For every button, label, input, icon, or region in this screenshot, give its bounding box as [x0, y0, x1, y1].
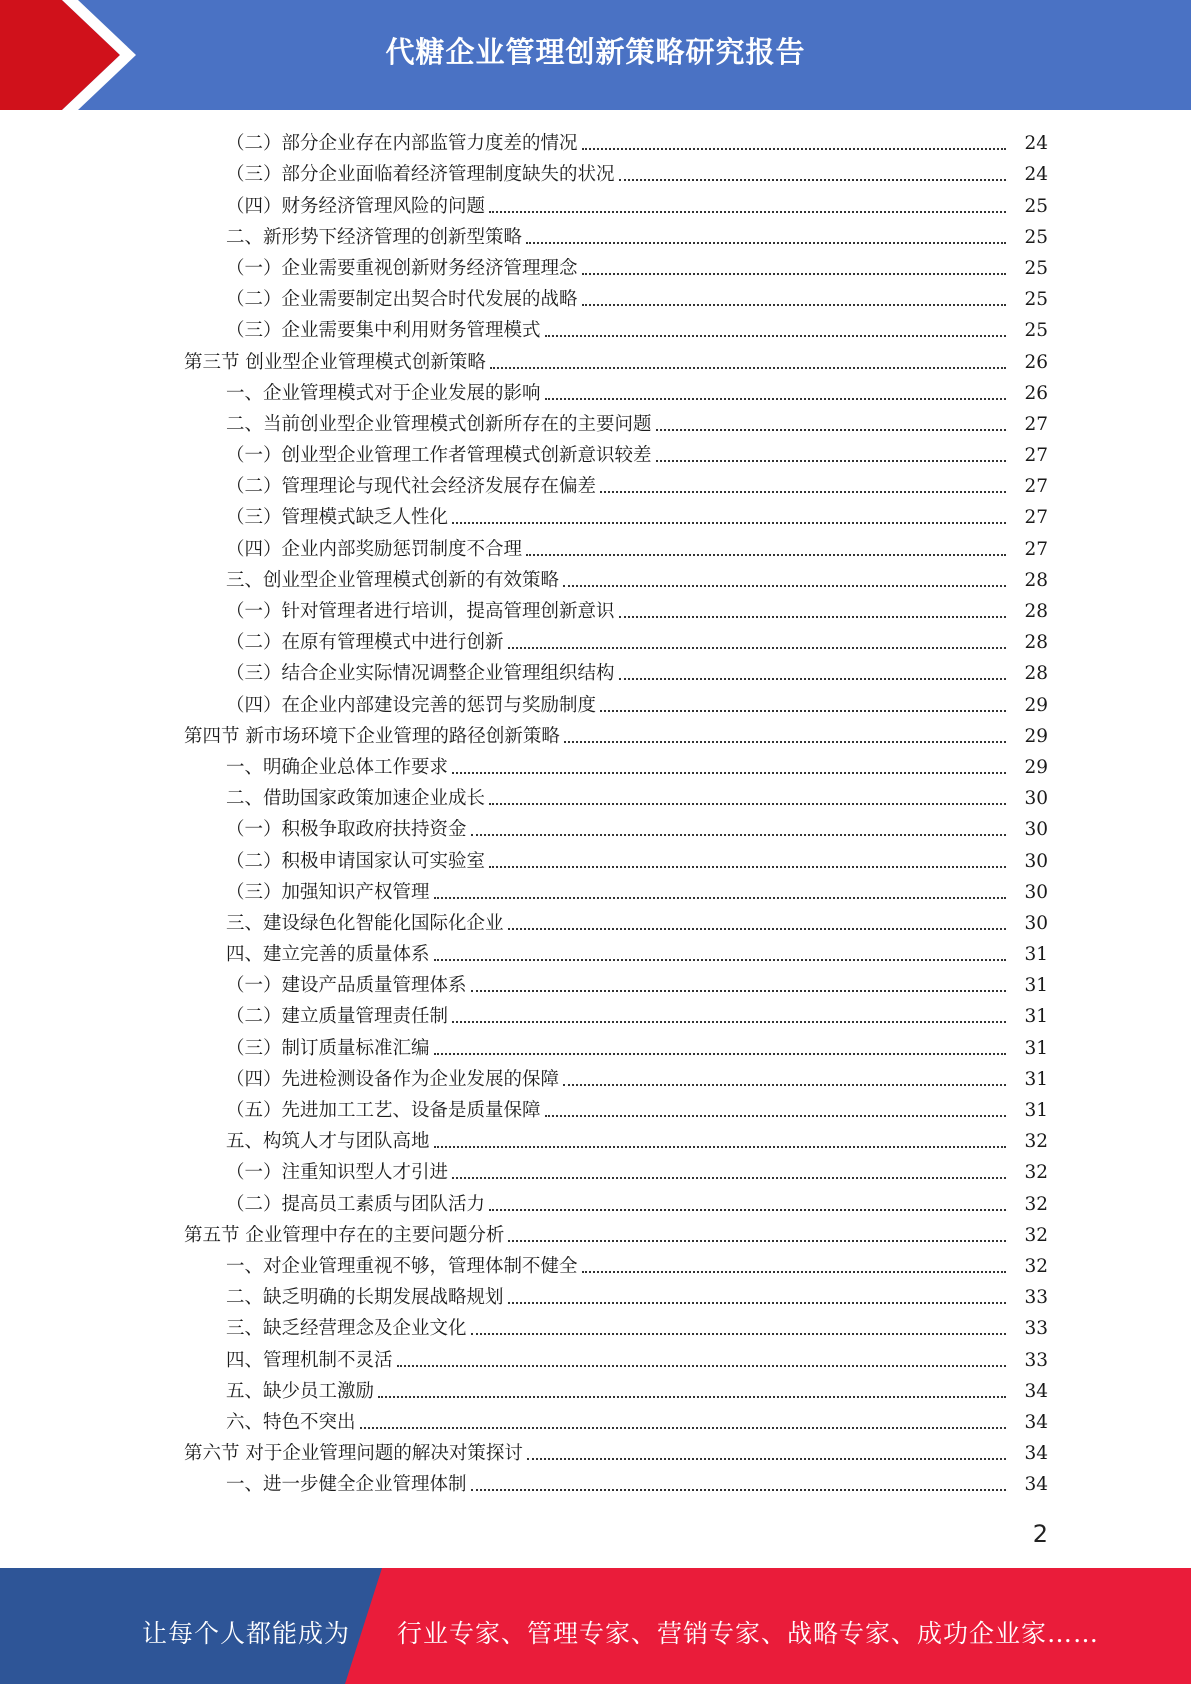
toc-entry[interactable]: [0, 222, 1191, 253]
toc-entry[interactable]: [0, 658, 1191, 689]
toc-entry[interactable]: [0, 596, 1191, 627]
toc-entry-page: 29: [1024, 725, 1048, 747]
toc-entry[interactable]: [0, 689, 1191, 720]
toc-entry-page: 26: [1024, 351, 1048, 373]
toc-entry-title: 二、新形势下经济管理的创新型策略: [226, 226, 523, 248]
toc-entry-page: 32: [1024, 1255, 1048, 1277]
toc-entry-title: （四）企业内部奖励惩罚制度不合理: [226, 538, 523, 560]
toc-dot-leader: [619, 616, 1006, 618]
toc-entry-page: 31: [1024, 1100, 1048, 1121]
toc-entry-page: 28: [1024, 601, 1048, 622]
footer-slogan-left: 让每个人都能成为: [142, 1619, 351, 1648]
toc-entry-page: 30: [1024, 850, 1048, 872]
toc-entry[interactable]: [0, 627, 1191, 658]
toc-dot-leader: [526, 554, 1006, 556]
toc-dot-leader: [452, 522, 1006, 524]
toc-dot-leader: [434, 1146, 1006, 1148]
toc-dot-leader: [471, 990, 1006, 992]
toc-entry[interactable]: [0, 1126, 1191, 1157]
toc-entry[interactable]: [0, 908, 1191, 939]
toc-entry-page: 28: [1024, 663, 1048, 685]
toc-entry[interactable]: [0, 533, 1191, 564]
toc-entry-title: （一）创业型企业管理工作者管理模式创新意识较差: [226, 445, 652, 467]
toc-entry[interactable]: [0, 877, 1191, 908]
toc-entry-page: 26: [1024, 382, 1048, 404]
toc-entry-page: 32: [1024, 1224, 1048, 1246]
toc-entry[interactable]: [0, 1157, 1191, 1188]
toc-dot-leader: [378, 1396, 1006, 1398]
toc-entry-title: 二、借助国家政策加速企业成长: [226, 788, 486, 810]
toc-dot-leader: [600, 491, 1006, 493]
toc-dot-leader: [508, 647, 1006, 649]
toc-entry[interactable]: [0, 1095, 1191, 1126]
toc-dot-leader: [526, 242, 1006, 244]
toc-entry-page: 32: [1024, 1162, 1048, 1184]
toc-entry-page: 33: [1024, 1318, 1048, 1340]
toc-dot-leader: [471, 1333, 1006, 1335]
page-header: [0, 0, 1191, 110]
toc-entry[interactable]: [0, 939, 1191, 970]
footer-slogan-right: 行业专家、管理专家、营销专家、战略专家、成功企业家……: [397, 1619, 1100, 1648]
toc-entry-title: 五、缺少员工激励: [226, 1380, 375, 1402]
toc-entry-title: （二）在原有管理模式中进行创新: [226, 632, 504, 654]
toc-entry-page: 27: [1024, 476, 1048, 498]
toc-entry-page: 31: [1024, 1068, 1048, 1090]
toc-dot-leader: [582, 304, 1006, 306]
toc-entry-page: 31: [1024, 944, 1048, 966]
toc-entry-page: 28: [1024, 632, 1048, 654]
toc-entry-title: （二）部分企业存在内部监管力度差的情况: [226, 133, 578, 155]
toc-entry-page: 29: [1024, 694, 1048, 716]
toc-entry-title: （一）积极争取政府扶持资金: [226, 819, 467, 841]
toc-entry-page: 24: [1024, 164, 1048, 186]
toc-entry-title: 三、缺乏经营理念及企业文化: [226, 1318, 467, 1340]
toc-dot-leader: [564, 741, 1006, 743]
toc-dot-leader: [452, 1021, 1006, 1023]
toc-entry-title: （二）管理理论与现代社会经济发展存在偏差: [226, 476, 597, 498]
toc-entry[interactable]: [0, 565, 1191, 596]
toc-entry[interactable]: [0, 970, 1191, 1001]
toc-entry[interactable]: [0, 1001, 1191, 1032]
toc-entry-title: （五）先进加工工艺、设备是质量保障: [226, 1100, 541, 1121]
toc-entry[interactable]: [0, 190, 1191, 221]
toc-entry-title: 六、特色不突出: [226, 1411, 356, 1433]
toc-entry-page: 30: [1024, 881, 1048, 903]
toc-entry-page: 25: [1024, 289, 1048, 311]
toc-entry-page: 33: [1024, 1287, 1048, 1309]
toc-entry-title: （四）在企业内部建设完善的惩罚与奖励制度: [226, 694, 597, 716]
table-of-contents: [0, 128, 1191, 1500]
toc-entry-title: （一）企业需要重视创新财务经济管理理念: [226, 257, 578, 279]
toc-entry-page: 32: [1024, 1193, 1048, 1215]
toc-dot-leader: [360, 1427, 1006, 1429]
toc-entry[interactable]: [0, 409, 1191, 440]
toc-dot-leader: [452, 772, 1006, 774]
toc-dot-leader: [490, 367, 1006, 369]
toc-entry-page: 25: [1024, 226, 1048, 248]
toc-entry-title: （二）建立质量管理责任制: [226, 1006, 449, 1028]
toc-entry-title: 第五节 企业管理中存在的主要问题分析: [184, 1224, 505, 1246]
toc-entry-page: 33: [1024, 1349, 1048, 1371]
toc-entry-title: 第六节 对于企业管理问题的解决对策探讨: [184, 1443, 523, 1465]
toc-entry-title: 四、建立完善的质量体系: [226, 944, 430, 966]
toc-entry-page: 25: [1024, 257, 1048, 279]
toc-entry[interactable]: [0, 346, 1191, 377]
toc-entry-page: 27: [1024, 507, 1048, 529]
toc-entry-title: （一）建设产品质量管理体系: [226, 975, 467, 997]
toc-entry[interactable]: [0, 159, 1191, 190]
toc-entry[interactable]: [0, 783, 1191, 814]
toc-dot-leader: [434, 959, 1006, 961]
toc-entry[interactable]: [0, 1188, 1191, 1219]
toc-entry-page: 27: [1024, 445, 1048, 467]
toc-entry-page: 34: [1024, 1411, 1048, 1433]
toc-dot-leader: [452, 1177, 1006, 1179]
toc-entry-title: 三、创业型企业管理模式创新的有效策略: [226, 569, 560, 591]
toc-entry-page: 24: [1024, 133, 1048, 155]
toc-entry[interactable]: [0, 845, 1191, 876]
toc-entry-title: 一、进一步健全企业管理体制: [226, 1474, 467, 1496]
toc-entry-title: 三、建设绿色化智能化国际化企业: [226, 912, 504, 934]
toc-entry-page: 31: [1024, 975, 1048, 997]
toc-entry-title: （三）制订质量标准汇编: [226, 1037, 430, 1059]
toc-entry[interactable]: [0, 1344, 1191, 1375]
toc-entry[interactable]: [0, 284, 1191, 315]
toc-entry-title: 第四节 新市场环境下企业管理的路径创新策略: [184, 725, 560, 747]
toc-dot-leader: [508, 1240, 1006, 1242]
toc-dot-leader: [545, 335, 1006, 337]
toc-entry-title: （四）财务经济管理风险的问题: [226, 195, 486, 217]
toc-entry-page: 28: [1024, 569, 1048, 591]
toc-dot-leader: [582, 148, 1006, 150]
toc-dot-leader: [397, 1365, 1006, 1367]
toc-entry-title: （三）加强知识产权管理: [226, 881, 430, 903]
toc-entry-title: （三）管理模式缺乏人性化: [226, 507, 449, 529]
toc-entry-title: （三）结合企业实际情况调整企业管理组织结构: [226, 663, 615, 685]
toc-entry[interactable]: [0, 440, 1191, 471]
toc-entry[interactable]: [0, 1282, 1191, 1313]
toc-entry-page: 30: [1024, 788, 1048, 810]
toc-entry-title: 一、明确企业总体工作要求: [226, 756, 449, 778]
toc-entry[interactable]: [0, 1407, 1191, 1438]
document-title: 代糖企业管理创新策略研究报告: [385, 35, 806, 69]
toc-dot-leader: [582, 273, 1006, 275]
toc-entry-title: （二）企业需要制定出契合时代发展的战略: [226, 289, 578, 311]
toc-entry-title: （四）先进检测设备作为企业发展的保障: [226, 1068, 560, 1090]
toc-dot-leader: [508, 928, 1006, 930]
toc-dot-leader: [471, 834, 1006, 836]
toc-dot-leader: [582, 1271, 1006, 1273]
toc-entry[interactable]: [0, 471, 1191, 502]
toc-entry-page: 27: [1024, 413, 1048, 435]
toc-entry-title: （二）积极申请国家认可实验室: [226, 850, 486, 872]
toc-entry-title: （三）部分企业面临着经济管理制度缺失的状况: [226, 164, 615, 186]
toc-entry-page: 31: [1024, 1037, 1048, 1059]
toc-entry-page: 34: [1024, 1443, 1048, 1465]
toc-entry[interactable]: [0, 1064, 1191, 1095]
toc-entry-page: 32: [1024, 1131, 1048, 1153]
toc-dot-leader: [563, 1084, 1006, 1086]
toc-entry[interactable]: [0, 502, 1191, 533]
toc-dot-leader: [563, 585, 1006, 587]
toc-entry-page: 34: [1024, 1380, 1048, 1402]
toc-entry[interactable]: [0, 128, 1191, 159]
toc-entry-page: 27: [1024, 538, 1048, 560]
toc-dot-leader: [434, 897, 1006, 899]
toc-entry[interactable]: [0, 253, 1191, 284]
toc-entry-page: 25: [1024, 195, 1048, 217]
toc-entry-title: 第三节 创业型企业管理模式创新策略: [184, 351, 486, 373]
toc-entry-page: 30: [1024, 912, 1048, 934]
toc-entry-title: 四、管理机制不灵活: [226, 1349, 393, 1371]
toc-entry-page: 30: [1024, 819, 1048, 841]
toc-entry[interactable]: [0, 814, 1191, 845]
toc-entry-page: 34: [1024, 1474, 1048, 1496]
toc-dot-leader: [600, 710, 1006, 712]
toc-entry[interactable]: [0, 1376, 1191, 1407]
toc-entry-page: 29: [1024, 756, 1048, 778]
toc-entry-title: 五、构筑人才与团队高地: [226, 1131, 430, 1153]
toc-dot-leader: [489, 1209, 1006, 1211]
toc-dot-leader: [545, 398, 1006, 400]
toc-dot-leader: [619, 179, 1006, 181]
toc-dot-leader: [656, 460, 1006, 462]
page-number: 2: [1032, 1520, 1048, 1548]
toc-entry[interactable]: [0, 1032, 1191, 1063]
toc-entry[interactable]: [0, 315, 1191, 346]
toc-entry[interactable]: [0, 1251, 1191, 1282]
toc-entry-title: （三）企业需要集中利用财务管理模式: [226, 320, 541, 342]
toc-entry[interactable]: [0, 378, 1191, 409]
toc-entry[interactable]: [0, 1313, 1191, 1344]
toc-entry-title: （一）针对管理者进行培训，提高管理创新意识: [226, 601, 615, 622]
toc-entry-title: （一）注重知识型人才引进: [226, 1162, 449, 1184]
toc-dot-leader: [545, 1115, 1006, 1117]
toc-entry-page: 31: [1024, 1006, 1048, 1028]
toc-entry[interactable]: [0, 721, 1191, 752]
toc-entry-title: 二、当前创业型企业管理模式创新所存在的主要问题: [226, 413, 652, 435]
toc-entry-page: 25: [1024, 320, 1048, 342]
page-footer: [0, 1568, 1191, 1684]
toc-entry-title: 一、企业管理模式对于企业发展的影响: [226, 382, 541, 404]
toc-dot-leader: [489, 211, 1006, 213]
toc-dot-leader: [471, 1489, 1006, 1491]
toc-dot-leader: [656, 429, 1006, 431]
toc-dot-leader: [619, 678, 1006, 680]
toc-entry-title: 二、缺乏明确的长期发展战略规划: [226, 1287, 504, 1309]
toc-entry[interactable]: [0, 1469, 1191, 1500]
toc-dot-leader: [508, 1302, 1006, 1304]
toc-entry-title: 一、对企业管理重视不够，管理体制不健全: [226, 1255, 578, 1277]
toc-dot-leader: [434, 1053, 1006, 1055]
toc-entry[interactable]: [0, 752, 1191, 783]
toc-entry[interactable]: [0, 1438, 1191, 1469]
toc-dot-leader: [527, 1458, 1006, 1460]
toc-dot-leader: [489, 866, 1006, 868]
toc-entry-title: （二）提高员工素质与团队活力: [226, 1193, 486, 1215]
toc-entry[interactable]: [0, 1220, 1191, 1251]
toc-dot-leader: [489, 803, 1006, 805]
